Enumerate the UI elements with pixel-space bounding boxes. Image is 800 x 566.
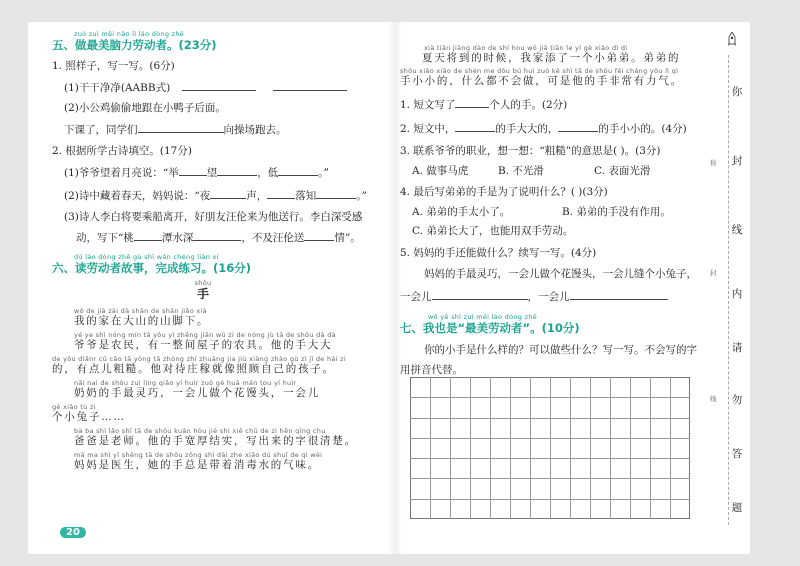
continuation-line-2: 手小小的，什么都不会做，可是他的手非常有力气。 <box>400 75 683 87</box>
r-question-4: 4. 最后写弟弟的手是为了说明什么？( )(3分) <box>400 186 608 198</box>
question-2-3: (3)诗人李白将要乘船离开，好朋友汪伦来为他送行。李白深受感 <box>64 211 363 223</box>
continuation-line-1: 夏天将到的时候，我家添了一个小弟弟。弟弟的 <box>422 52 681 64</box>
answer-blank[interactable] <box>278 165 318 176</box>
question-2-1: (1)爷爷望着月亮说：“举 望 ，低 。” <box>64 167 329 179</box>
answer-blank[interactable] <box>134 230 162 241</box>
section7-title: 七、我也是“最美劳动者”。(10分) <box>400 321 580 335</box>
story-pinyin: mā ma shì yī shēng tā de shǒu zǒng shì dài zhe xiāo dú shuǐ de qì wèi <box>74 451 323 459</box>
answer-blank[interactable] <box>138 122 224 133</box>
margin-char: 答 <box>731 448 743 460</box>
answer-blank[interactable] <box>455 121 495 132</box>
margin-char: 题 <box>731 502 743 514</box>
question-1-2: (2)小公鸡偷偷地跟在小鸭子后面。 <box>64 102 226 114</box>
section5-pinyin: zuò zuì měi nǎo lì láo dòng zhě <box>74 30 185 38</box>
continuation-pinyin-2: shǒu xiǎo xiǎo de shén me dōu bú huì zuò kě shì tā de shǒu fēi cháng yǒu lì qì <box>400 67 679 75</box>
question-1-2-fill: 下课了，同学们 向操场跑去。 <box>64 124 287 136</box>
section7-pinyin: wǒ yě shì zuì měi láo dòng zhě <box>428 313 538 321</box>
grid-row-line <box>410 478 690 479</box>
grid-row-line <box>410 438 690 439</box>
answer-blank[interactable] <box>432 289 528 300</box>
answer-blank[interactable] <box>455 97 489 108</box>
section6-title: 六、读劳动者故事，完成练习。(16分) <box>52 261 252 275</box>
grid-column-line <box>570 377 571 519</box>
margin-char: 请 <box>731 342 743 354</box>
margin-char: 你 <box>731 86 743 98</box>
story-lines <box>52 307 364 472</box>
grid-column-line <box>490 377 491 519</box>
option-c[interactable]: C. 表面光滑 <box>594 165 651 177</box>
left-page <box>52 30 367 475</box>
grid-column-line <box>650 377 651 519</box>
r-question-2: 2. 短文中， 的手大大的， 的手小小的。(4分) <box>400 123 687 135</box>
story-pinyin: nǎi nai de shǒu zuì líng qiǎo yí huìr zuò gè huā mán tou yí huìr <box>74 379 297 387</box>
answer-blank[interactable] <box>570 289 668 300</box>
answer-blank[interactable] <box>558 121 598 132</box>
option-b[interactable]: B. 弟弟的手没有作用。 <box>562 206 671 218</box>
margin-small-char: 封 <box>710 269 717 277</box>
margin-char: 勿 <box>731 394 743 406</box>
r-question-3-options <box>400 165 704 178</box>
story-pinyin: gè xiǎo tù zi <box>52 403 96 411</box>
page-number: 20 <box>60 527 86 538</box>
story-line: 爸爸是老师。他的手宽厚结实，写出来的字很清楚。 <box>74 435 357 447</box>
story-line: 爷爷是农民，有一整间屋子的农具。他的手大大 <box>74 339 333 351</box>
margin-char: 内 <box>731 288 743 300</box>
story-line: 我的家在大山的山脚下。 <box>74 315 210 327</box>
margin-char: 线 <box>731 224 743 236</box>
story-line: 的，有点儿粗糙。他对待庄稼就像照顾自己的孩子。 <box>52 363 335 375</box>
grid-column-line <box>510 377 511 519</box>
answer-blank[interactable] <box>182 80 256 91</box>
option-a[interactable]: A. 弟弟的手太小了。 <box>412 206 511 218</box>
story-title: 手 <box>196 287 209 301</box>
answer-blank[interactable] <box>193 230 241 241</box>
question-1-1: (1)干干净净(AABB式) <box>52 80 364 95</box>
question-2-2: (2)诗中藏着春天，妈妈说：“夜 声， 落知 。” <box>64 190 367 202</box>
section5-title: 五、做最美脑力劳动者。(23分) <box>52 38 217 52</box>
grid-row-line <box>410 499 690 500</box>
question-2: 2. 根据所学古诗填空。(17分) <box>52 145 192 157</box>
section7-instruction-1: 你的小手是什么样的？可以做些什么？写一写。不会写的字 <box>424 344 697 356</box>
option-b[interactable]: B. 不光滑 <box>498 165 544 177</box>
r-question-5-line-1: 妈妈的手最灵巧，一会儿做个花馒头，一会儿缝个小兔子， <box>424 268 697 280</box>
grid-row-line <box>410 458 690 459</box>
answer-blank[interactable] <box>316 188 356 199</box>
grid-column-line <box>530 377 531 519</box>
story-title-pinyin: shǒu <box>194 279 212 287</box>
grid-column-line <box>590 377 591 519</box>
margin-small-char: 线 <box>710 395 717 403</box>
answer-blank[interactable] <box>179 165 207 176</box>
rocket-icon <box>728 32 736 48</box>
story-pinyin: de yǒu diǎnr cū cāo tā yòng tā zhòng zhí zhuāng jia jiù xiàng zhào gù zì jǐ de hái zi <box>52 355 346 363</box>
story-line: 奶奶的手最灵巧，一会儿做个花馒头，一会儿 <box>74 387 320 399</box>
r-question-5-line-2: 一会儿 ，一会儿 <box>400 289 704 304</box>
margin-char: 封 <box>731 155 743 167</box>
writing-grid[interactable] <box>410 377 690 519</box>
question-2-3-fill: 动，写下“桃 潭水深 ，不及汪伦送 情”。 <box>76 232 361 244</box>
grid-column-line <box>430 377 431 519</box>
section7-instruction-2: 用拼音代替。 <box>400 364 463 376</box>
grid-column-line <box>670 377 671 519</box>
r-question-5: 5. 妈妈的手还能做什么？续写一写。(4分) <box>400 247 597 259</box>
grid-column-line <box>610 377 611 519</box>
story-line: 妈妈是医生，她的手总是带着消毒水的气味。 <box>74 459 320 471</box>
margin-small-char: 你 <box>710 159 717 167</box>
section6-pinyin: dú láo dòng zhě gù shì wán chéng liàn xí <box>74 253 219 261</box>
right-page <box>400 44 704 377</box>
grid-column-line <box>550 377 551 519</box>
story-pinyin: wǒ de jiā zài dà shān de shān jiǎo xià <box>74 307 207 315</box>
grid-column-line <box>450 377 451 519</box>
grid-column-line <box>630 377 631 519</box>
continuation-pinyin-1: xià tiān jiāng dào de shí hou wǒ jiā tiān le yí gè xiǎo dì di <box>424 44 628 52</box>
option-a[interactable]: A. 做事马虎 <box>412 165 469 177</box>
answer-blank[interactable] <box>273 80 347 91</box>
story-pinyin: bà ba shì lǎo shī tā de shǒu kuān hòu jié shi xiě chū de zì hěn qīng chu <box>74 427 326 435</box>
grid-row-line <box>410 397 690 398</box>
r-question-4-options <box>400 206 704 219</box>
option-c[interactable]: C. 弟弟长大了，也能用双手劳动。 <box>412 225 574 237</box>
story-line: 个小兔子…… <box>52 411 126 423</box>
answer-blank[interactable] <box>217 165 257 176</box>
question-1: 1. 照样子，写一写。(6分) <box>52 60 175 72</box>
answer-blank[interactable] <box>210 188 246 199</box>
grid-column-line <box>470 377 471 519</box>
answer-blank[interactable] <box>267 188 295 199</box>
fold-line <box>728 55 729 525</box>
story-pinyin: yé ye shì nóng mín tā yǒu yì zhěng jiān wū zi de nóng jù tā de shǒu dà dà <box>74 331 336 339</box>
answer-blank[interactable] <box>304 230 334 241</box>
grid-row-line <box>410 418 690 419</box>
r-question-1: 1. 短文写了 个人的手。(2分) <box>400 99 568 111</box>
r-question-3: 3. 联系爷爷的职业，想一想：“粗糙”的意思是( )。(3分) <box>400 145 661 157</box>
